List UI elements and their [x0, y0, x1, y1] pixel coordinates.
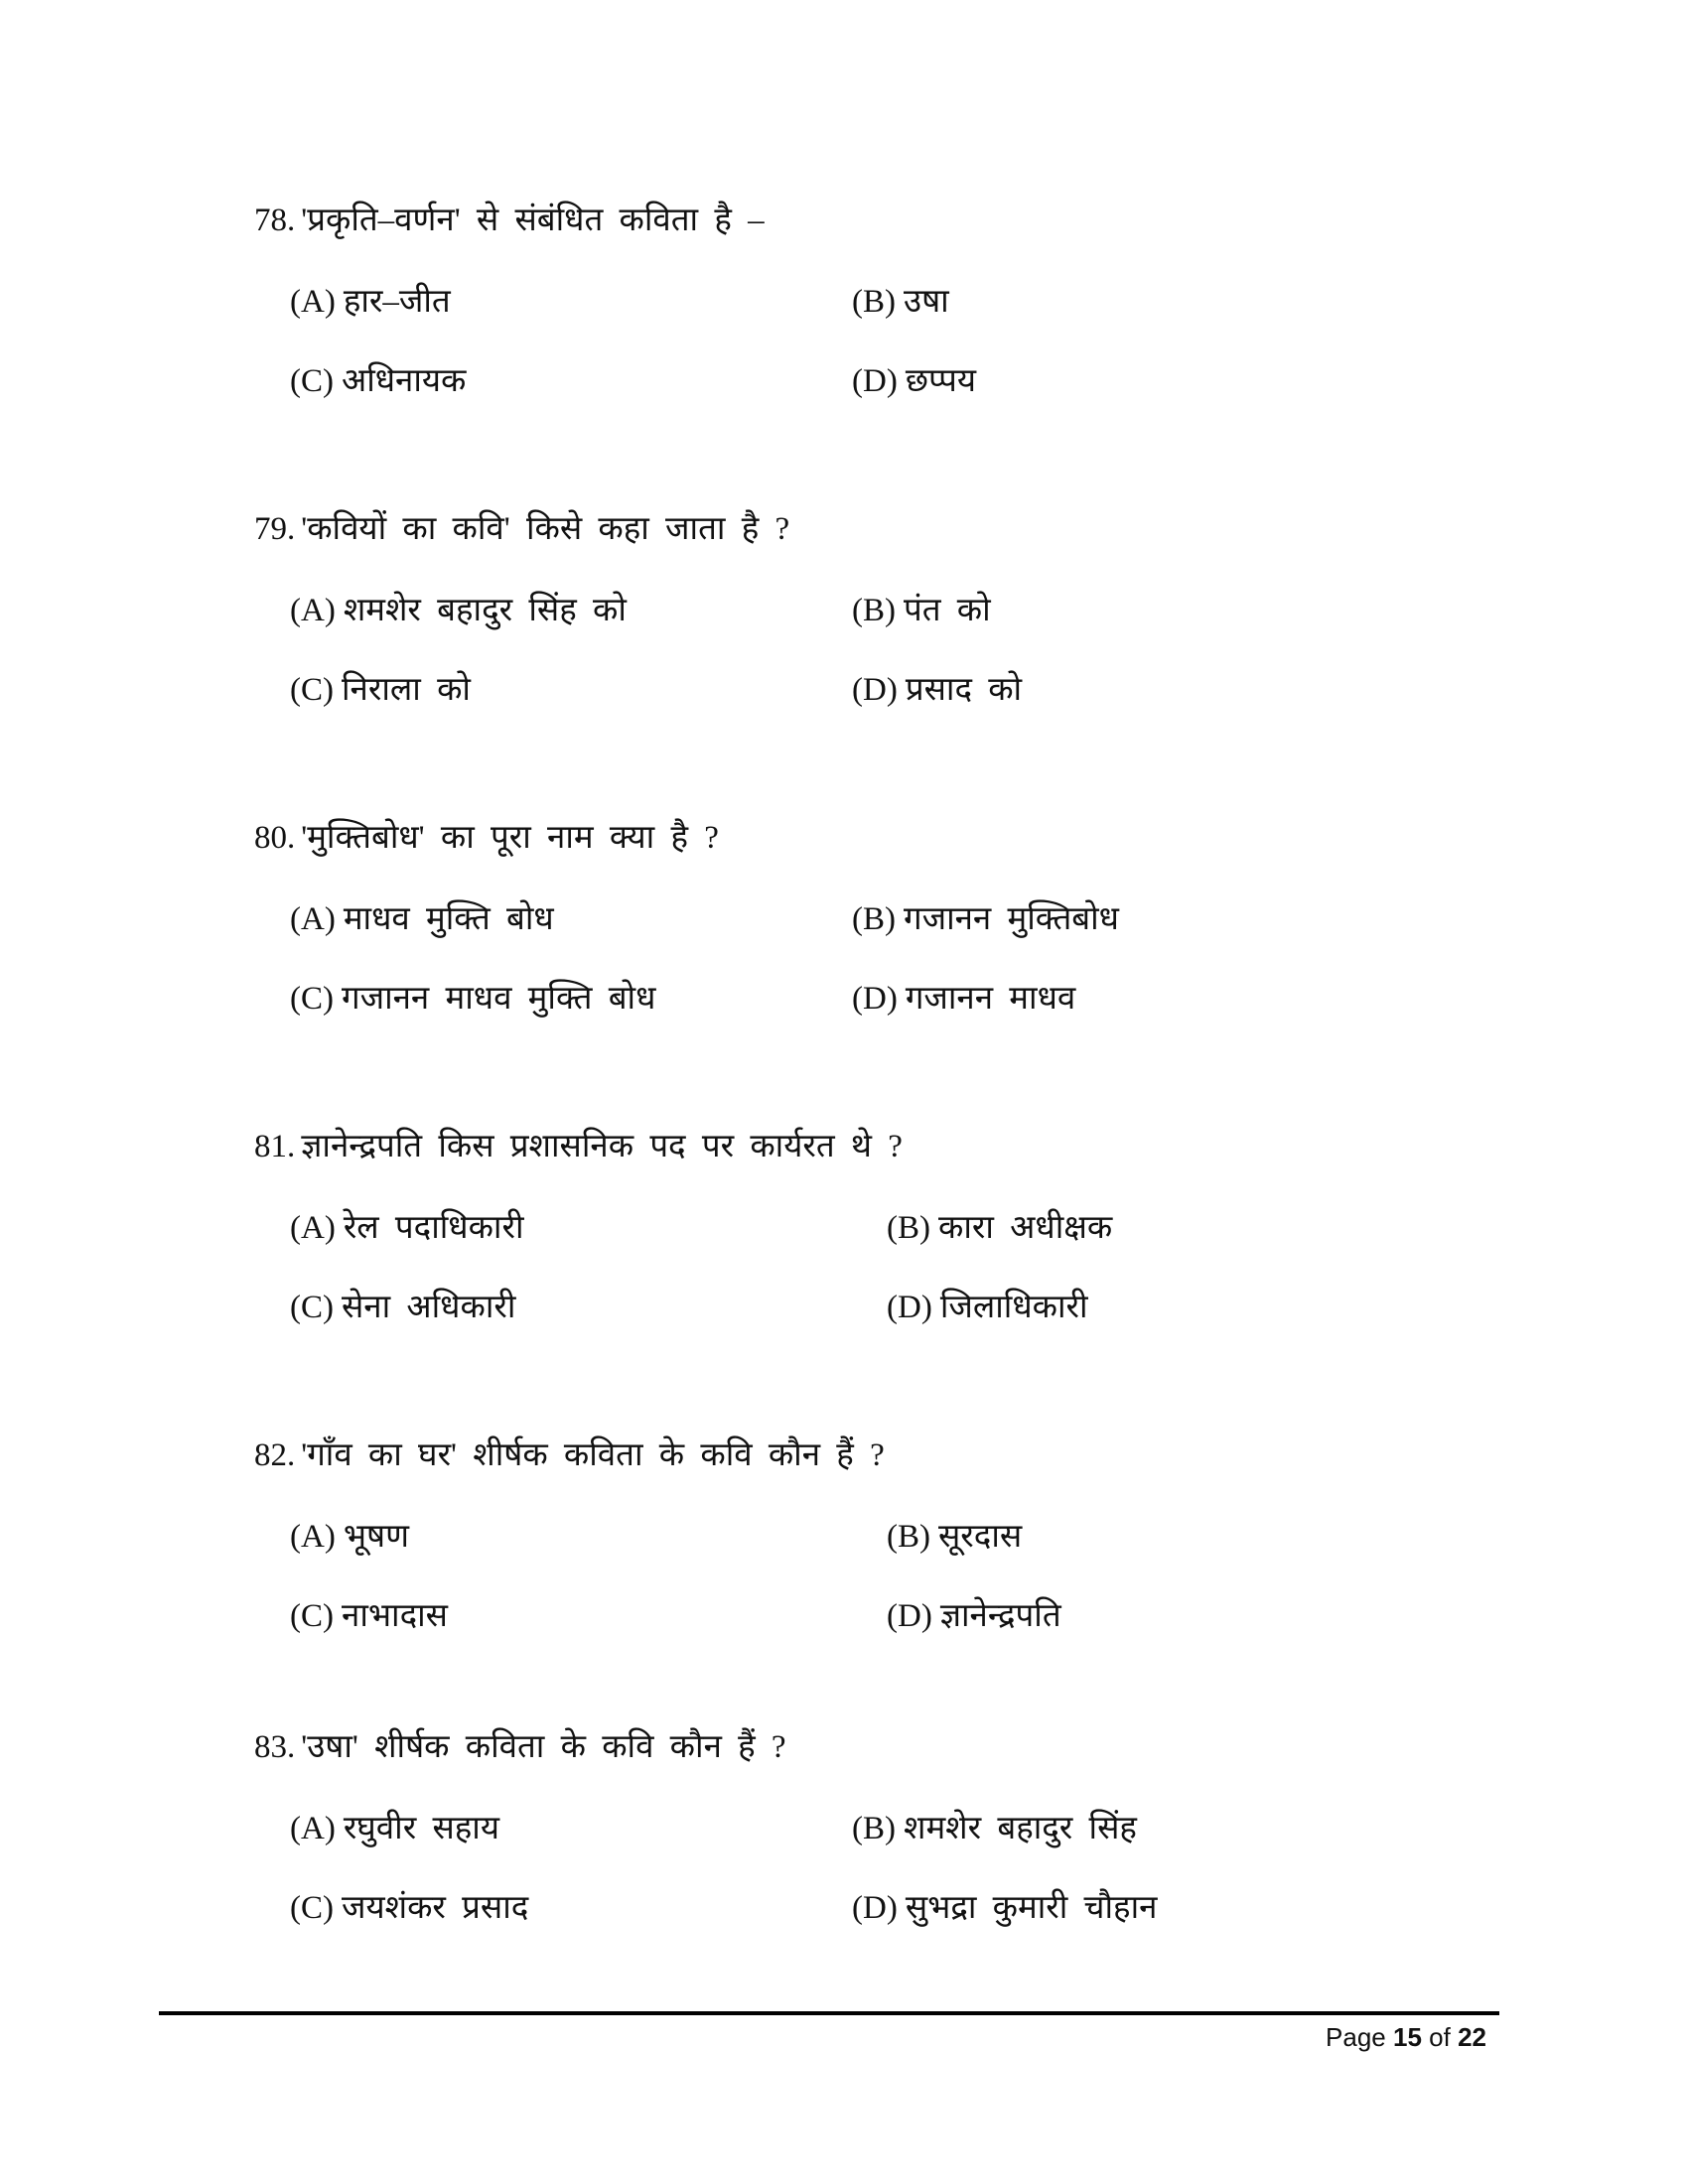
question-text: 'कवियों का कवि' किसे कहा जाता है ?	[301, 511, 790, 547]
question-79	[254, 507, 1495, 805]
option-text: प्रसाद को	[905, 672, 1023, 708]
option-text: शमशेर बहादुर सिंह को	[343, 593, 627, 628]
option-text: भूषण	[343, 1519, 409, 1555]
question-text-line	[254, 1725, 786, 1769]
option-text: शमशेर बहादुर सिंह	[904, 1811, 1137, 1846]
option-text: अधिनायक	[342, 363, 467, 399]
question-number: 78.	[254, 203, 296, 238]
option-label: (C)	[290, 1598, 334, 1634]
page-number	[1326, 2019, 1486, 2055]
option-c	[290, 1286, 515, 1329]
option-text: जिलाधिकारी	[939, 1290, 1088, 1325]
option-b	[852, 280, 949, 324]
option-d	[852, 1886, 1157, 1930]
option-label: (D)	[852, 672, 898, 708]
option-label: (D)	[852, 981, 898, 1017]
question-82	[254, 1433, 1495, 1731]
question-78	[254, 199, 1495, 496]
question-81	[254, 1125, 1495, 1423]
question-text: ज्ञानेन्द्रपति किस प्रशासनिक पद पर कार्यरत थे ?	[301, 1129, 903, 1164]
option-c	[290, 1886, 528, 1930]
option-label: (B)	[887, 1210, 930, 1246]
option-b	[887, 1515, 1022, 1559]
question-number: 81.	[254, 1129, 296, 1164]
of-word: of	[1429, 2022, 1451, 2052]
question-number: 82.	[254, 1437, 296, 1473]
question-number: 83.	[254, 1729, 296, 1765]
option-a	[290, 1807, 499, 1850]
option-text: हार–जीत	[343, 284, 451, 320]
option-c	[290, 668, 471, 712]
question-text: 'प्रकृति–वर्णन' से संबंधित कविता है –	[301, 203, 765, 238]
option-c	[290, 977, 655, 1021]
option-label: (C)	[290, 363, 334, 399]
option-label: (A)	[290, 284, 336, 320]
option-d	[852, 977, 1075, 1021]
option-text: नाभादास	[342, 1598, 448, 1634]
option-text: गजानन माधव	[905, 981, 1076, 1017]
question-text-line	[254, 1433, 885, 1477]
option-b	[852, 589, 991, 632]
option-text: गजानन मुक्तिबोध	[904, 901, 1119, 937]
question-number: 79.	[254, 511, 296, 547]
option-a	[290, 1515, 409, 1559]
option-label: (C)	[290, 672, 334, 708]
option-label: (C)	[290, 981, 334, 1017]
option-label: (B)	[852, 284, 896, 320]
option-text: रघुवीर सहाय	[343, 1811, 499, 1846]
option-label: (A)	[290, 901, 336, 937]
option-label: (C)	[290, 1290, 334, 1325]
question-text-line	[254, 507, 789, 551]
option-label: (B)	[852, 901, 896, 937]
option-c	[290, 1594, 448, 1638]
total-pages: 22	[1458, 2022, 1486, 2052]
option-label: (D)	[887, 1598, 932, 1634]
option-label: (B)	[852, 1811, 896, 1846]
option-text: गजानन माधव मुक्ति बोध	[342, 981, 656, 1017]
option-a	[290, 1206, 524, 1250]
option-b	[852, 1807, 1137, 1850]
option-label: (A)	[290, 1519, 336, 1555]
option-c	[290, 359, 466, 403]
option-d	[852, 668, 1022, 712]
option-label: (A)	[290, 1811, 336, 1846]
option-text: सुभद्रा कुमारी चौहान	[905, 1890, 1158, 1926]
option-label: (B)	[887, 1519, 930, 1555]
option-text: माधव मुक्ति बोध	[343, 901, 554, 937]
option-text: कारा अधीक्षक	[938, 1210, 1113, 1246]
current-page: 15	[1393, 2022, 1422, 2052]
question-text-line	[254, 816, 719, 860]
footer-divider	[159, 2011, 1499, 2015]
question-text: 'उषा' शीर्षक कविता के कवि कौन हैं ?	[301, 1729, 786, 1765]
option-a	[290, 280, 451, 324]
option-a	[290, 589, 627, 632]
option-label: (D)	[852, 1890, 898, 1926]
question-83	[254, 1725, 1495, 2023]
option-label: (D)	[887, 1290, 932, 1325]
question-text: 'मुक्तिबोध' का पूरा नाम क्या है ?	[301, 820, 719, 856]
question-text: 'गाँव का घर' शीर्षक कविता के कवि कौन हैं ?	[301, 1437, 885, 1473]
option-d	[887, 1594, 1061, 1638]
option-label: (A)	[290, 593, 336, 628]
option-label: (D)	[852, 363, 898, 399]
option-text: सेना अधिकारी	[342, 1290, 516, 1325]
option-label: (C)	[290, 1890, 334, 1926]
option-text: छप्पय	[905, 363, 976, 399]
option-b	[852, 897, 1119, 941]
option-b	[887, 1206, 1112, 1250]
option-text: ज्ञानेन्द्रपति	[939, 1598, 1061, 1634]
option-text: सूरदास	[938, 1519, 1023, 1555]
option-d	[852, 359, 976, 403]
option-a	[290, 897, 554, 941]
option-label: (B)	[852, 593, 896, 628]
question-number: 80.	[254, 820, 296, 856]
option-text: रेल पदाधिकारी	[343, 1210, 524, 1246]
page-word: Page	[1326, 2022, 1386, 2052]
option-text: उषा	[904, 284, 949, 320]
question-80	[254, 816, 1495, 1114]
option-text: जयशंकर प्रसाद	[342, 1890, 529, 1926]
option-text: निराला को	[342, 672, 471, 708]
question-text-line	[254, 1125, 903, 1168]
option-label: (A)	[290, 1210, 336, 1246]
option-d	[887, 1286, 1088, 1329]
option-text: पंत को	[904, 593, 991, 628]
question-text-line	[254, 199, 765, 242]
